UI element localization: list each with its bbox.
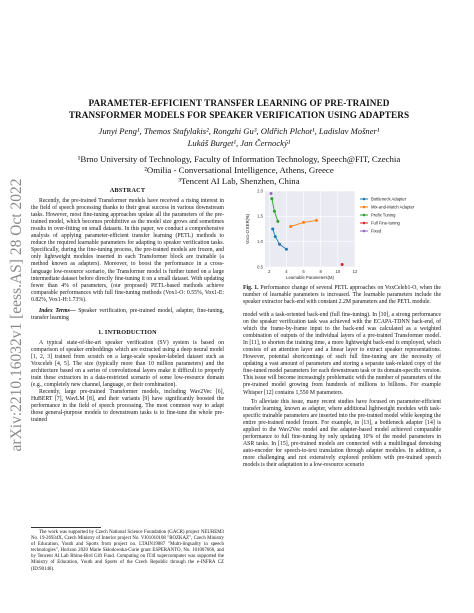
legend-marker <box>363 198 366 201</box>
data-point <box>289 225 292 228</box>
data-point <box>278 243 281 246</box>
right-paragraph-1: model with a task-oriented back-end (full fine-tuning). In [10], a strong performance on the speaker verification task was achieved with the ECAPA-TDNN back-end, of which the frame-by-frame input to the back-end was calculated as a weighted combination of outputs of the individual layers of a pre-trained Transformer model. In [11], to shorten the training time, a more lightweight back-end is employed, which consists of an attention layer and a linear layer to extract speaker representations. However, potential shortcomings of such full fine-tuning are the necessity of updating a vast amount of parameters and storing a separate task-related copy of the fine-tuned model parameters for each downstream task or its domain-specific version. This issue will become increasingly problematic with the number of parameters of the pre-trained model growing from hundreds of millions to billions. For example Whisper [12] contains 1,550 M parameters. <box>243 312 441 396</box>
data-point <box>285 248 288 251</box>
legend-marker <box>363 222 366 225</box>
abstract-heading: ABSTRACT <box>109 187 146 194</box>
abstract-text: Recently, the pre-trained Transformer models have received a rising interest in the field of speech processing thanks to their great success in various downstream tasks. However, most fine-tuning approaches update all the parameters of the pre-trained model, which becomes prohibitive as the model size grows and sometimes results in over-fitting on small datasets. In this paper, we conduct a comprehensive analysis of applying parameter-efficient transfer learning (PETL) methods to reduce the required learnable parameters for adapting to speaker verification tasks. Specifically, during the fine-tuning process, the pre-trained models are frozen, and only lightweight modules inserted in each Transformer block are trainable (a method known as adapters). Moreover, to boost the performance in a cross-language low-resource scenario, the Transformer model is further tuned on a large intermediate dataset before directly fine-tuning it on a small dataset. With updating fewer than 4% of parameters, (our proposed) PETL-based methods achieve comparable performances with full fine-tuning methods (Vox1-O: 0.55%, Vox1-E: 0.82%, Vox1-H:1.73%). <box>31 198 224 303</box>
legend-entry: Full Fine-tuning <box>371 220 400 226</box>
y-axis-label: Vox1-O EER(%) <box>245 213 250 245</box>
legend-entry: Prefix Tuning <box>371 212 396 218</box>
legend-entry: Fixed <box>371 228 382 234</box>
legend-entry: Mix-and-Match Adapter <box>371 204 415 210</box>
data-point <box>273 210 276 213</box>
y-tick-label: 1.0 <box>257 239 263 245</box>
x-tick-label: 8 <box>319 269 322 274</box>
x-tick-label: 2 <box>268 269 271 274</box>
plot-area <box>265 191 355 267</box>
y-tick-label: 2.0 <box>257 188 263 194</box>
x-tick-label: 12 <box>352 269 358 274</box>
x-tick-label: 10 <box>335 269 341 274</box>
data-point <box>276 220 279 223</box>
arxiv-side-label: arXiv:2210.16032v1 [eess.AS] 28 Oct 2022 <box>8 178 25 452</box>
intro-paragraph-1: A typical state-of-the-art speaker verification (SV) system is based on comparison of speaker embeddings which are extracted using a deep neural model [1, 2, 3] trained from scratch on a large-scale speaker-labeled dataset such as Voxceleb [4, 5]. The size (typically more than 10 million parameters) and the architecture based on a series of convolutional layers make it difficult to properly train these extractors in a data-restricted scenario of some low-resource domain (e.g., completely new channel, language, or their combination). <box>31 339 224 389</box>
y-tick-label: 0.5 <box>257 264 263 270</box>
figure-caption: Fig. 1. Performance change of several PETL approaches on VoxCeleb1-O, when the number of learnable parameters is increased. The learnable parameters include the speaker extractor back-end with constant 2.2M parameters and the PETL module. <box>243 285 441 306</box>
x-tick-label: 4 <box>285 269 288 274</box>
legend-marker <box>363 206 366 209</box>
data-point <box>270 192 273 195</box>
legend-marker <box>363 214 366 217</box>
figure-1 <box>243 183 443 283</box>
data-point <box>341 263 344 266</box>
paper-title: PARAMETER-EFFICIENT TRANSFER LEARNING OF PRE-TRAINED TRANSFORMER MODELS FOR SPEAKER VERIFICATION USING ADAPTERS <box>68 98 410 120</box>
x-tick-label: 6 <box>302 269 305 274</box>
data-point <box>302 221 305 224</box>
data-point <box>274 235 277 238</box>
legend-entry: Bottleneck Adapter <box>371 196 407 202</box>
data-point <box>271 228 274 231</box>
footnote: The work was supported by Czech National Science Foundation (GACR) project NEUREM3 No. 19-26934X, Czech Ministry of Interior project No. VJ01010108 "ROZKAZ", Czech Ministry of Education, Youth and Sports from project no. LTAIN19087 "Multi-linguality in speech technologies", Horizon 2020 Marie Skłodowska-Curie grant ESPERANTO, No. 101007666, and by Tencent AI Lab Rhino-Bird Gift Fund. Computing on IT4I supercomputer was supported the Ministry of Education, Youth and Sports of the Czech Republic through the e-INFRA CZ (ID:90140). <box>31 530 224 572</box>
affiliations: ¹Brno University of Technology, Faculty of Information Technology, Speech@FIT, Czechia ²Omilia - Conversational Intelligence, Athens, Greece ³Tencent AI Lab, Shenzhen, China <box>77 154 401 186</box>
data-point <box>270 197 273 200</box>
performance-chart <box>243 183 443 283</box>
legend-marker <box>363 230 366 233</box>
y-tick-label: 1.5 <box>257 213 263 219</box>
authors: Junyi Peng¹, Themos Stafylakis², Rongzhi Gu³, Oldřich Plchot¹, Ladislav Mošner¹ Lukáš Burget¹, Jan Černocký¹ <box>98 126 380 148</box>
right-paragraph-2: To alleviate this issue, many recent studies have focused on parameter-efficient transfer learning, known as adapter, where additional lightweight modules with task-specific trainable parameters are inserted into the pre-trained model while keeping the entire pre-trained model frozen. For example, in [13], a bottleneck adapter [14] is applied to the Wav2Vec model and the adapter-based model achieved comparable performance to full fine-tuning by only updating 10% of the model parameters in ASR tasks. In [15], pre-trained models are connected with a multilingual denoising auto-encoder for speech-to-text translation through adapter modules. In addition, a more challenging and not extensively explored problem with pre-trained speech models is their adaptation to a low-resource scenario <box>243 398 441 468</box>
footnote-rule <box>31 527 101 528</box>
index-terms: Index Terms— Speaker verification, pre-trained model, adapter, fine-tuning, transfer learning <box>31 307 224 321</box>
intro-paragraph-2: Recently, large pre-trained Transformer models, including Wav2Vec [6], HuBERT [7], WavLM [8], and their variants [9] have significantly boosted the performance in the field of speech processing. The most common way to adapt those general-purpose models to downstream tasks is to fine-tune the whole pre-trained <box>31 389 224 424</box>
left-column <box>31 183 224 424</box>
data-point <box>315 219 318 222</box>
x-axis-label: Learnable Parameters(M) <box>286 275 334 280</box>
intro-heading: 1. INTRODUCTION <box>98 328 157 336</box>
right-column <box>243 312 441 469</box>
